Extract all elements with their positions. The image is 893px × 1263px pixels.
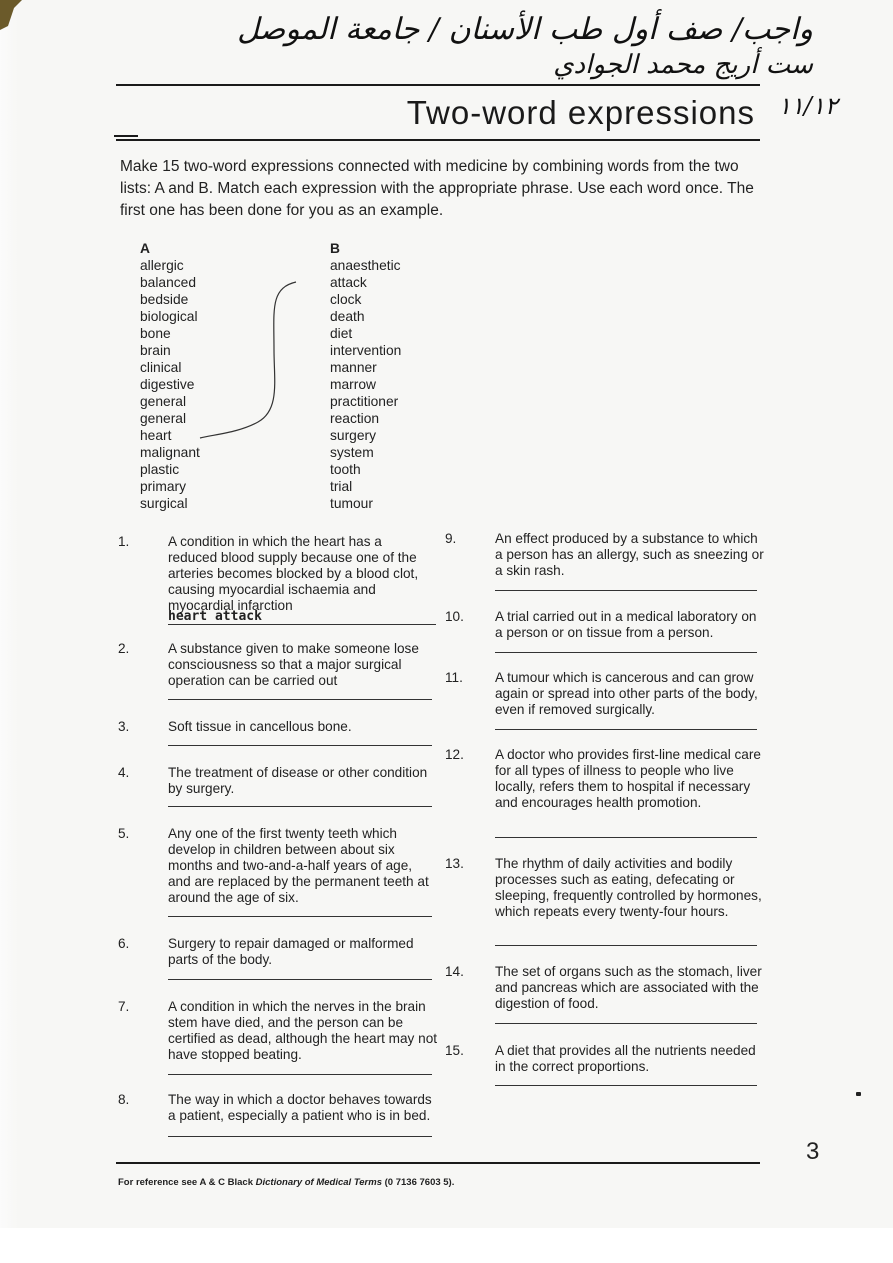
reference-prefix: For reference see A & C Black	[118, 1177, 256, 1188]
answer-line[interactable]	[168, 806, 432, 807]
list-b-word: intervention	[330, 343, 402, 358]
answer-line[interactable]	[168, 1074, 432, 1075]
list-a-word: primary	[140, 479, 186, 494]
list-b-word: clock	[330, 292, 362, 307]
list-a-word: surgical	[140, 496, 188, 511]
list-b-word: diet	[330, 326, 353, 341]
question-text: Surgery to repair damaged or malformed parts of the body.	[168, 936, 414, 967]
list-a-word: bone	[140, 326, 171, 341]
answer-line[interactable]	[168, 624, 436, 625]
question-number: 14.	[445, 964, 464, 979]
list-b-heading: B	[330, 241, 340, 256]
question-number: 3.	[118, 719, 130, 734]
bottom-rule	[116, 1162, 760, 1164]
answer-text: heart attack	[168, 609, 262, 624]
list-a-word: plastic	[140, 462, 180, 477]
page-title: Two-word expressions	[406, 94, 755, 131]
torn-corner	[0, 0, 30, 30]
list-a-word: bedside	[140, 292, 189, 307]
handwritten-name: ست أريج محمد الجوادي	[553, 50, 813, 80]
answer-line[interactable]	[168, 916, 432, 917]
list-a-heading: A	[140, 241, 150, 256]
list-a-word: general	[140, 394, 187, 409]
list-b-word: manner	[330, 360, 377, 375]
question-text: Soft tissue in cancellous bone.	[168, 719, 352, 734]
question-text: The treatment of disease or other condition by surgery.	[168, 765, 428, 796]
answer-line[interactable]	[168, 699, 432, 700]
answer-line[interactable]	[495, 1023, 757, 1024]
question-text: A condition in which the nerves in the brain stem have died, and the person can be certified as dead, although the heart may not have stopped beating.	[168, 999, 438, 1062]
question-number: 7.	[118, 999, 130, 1014]
list-a-word: general	[140, 411, 187, 426]
page-edge	[0, 0, 18, 1228]
answer-line[interactable]	[495, 729, 757, 730]
question-text: A diet that provides all the nutrients needed in the correct proportions.	[495, 1043, 756, 1074]
handwritten-header: واجب/ صف أول طب الأسنان / جامعة الموصل	[237, 12, 813, 47]
answer-line[interactable]	[495, 590, 757, 591]
answer-line[interactable]	[495, 652, 757, 653]
scan-speck	[856, 1092, 861, 1096]
list-b-word: system	[330, 445, 374, 460]
reference-book-title: Dictionary of Medical Terms	[255, 1177, 382, 1188]
list-b-word: trial	[330, 479, 353, 494]
top-rule	[116, 84, 760, 86]
question-text: A trial carried out in a medical laboratory on a person or on tissue from a person.	[495, 609, 757, 640]
scribble-mark	[114, 135, 138, 137]
question-number: 13.	[445, 856, 464, 871]
handwritten-date: ١١/١٢	[778, 92, 838, 120]
question-text: A doctor who provides first-line medical care for all types of illness to people who live locally, refers them to hospital if necessary and encourages health promotion.	[495, 747, 761, 810]
question-number: 11.	[445, 670, 463, 685]
list-a-word: heart	[140, 428, 172, 443]
answer-line[interactable]	[168, 745, 432, 746]
list-b-word: tooth	[330, 462, 361, 477]
question-number: 15.	[445, 1043, 464, 1058]
answer-line[interactable]	[168, 979, 432, 980]
question-text: A substance given to make someone lose consciousness so that a major surgical operation can be carried out	[168, 641, 419, 688]
question-number: 9.	[445, 531, 457, 546]
question-text: A condition in which the heart has a reduced blood supply because one of the arteries becomes blocked by a blood clot, causing myocardial ischaemia and myocardial infarction	[168, 534, 419, 613]
question-number: 5.	[118, 826, 130, 841]
list-b-word: marrow	[330, 377, 376, 392]
list-b-word: death	[330, 309, 365, 324]
question-number: 6.	[118, 936, 130, 951]
question-text: The rhythm of daily activities and bodily processes such as eating, defecating or sleeping, frequently controlled by hormones, which repeats every twenty-four hours.	[495, 856, 762, 919]
list-b-word: reaction	[330, 411, 380, 426]
question-text: The set of organs such as the stomach, liver and pancreas which are associated with the digestion of food.	[495, 964, 762, 1011]
list-b-word: tumour	[330, 496, 373, 511]
answer-line[interactable]	[495, 837, 757, 838]
question-text: A tumour which is cancerous and can grow again or spread into other parts of the body, even if removed surgically.	[495, 670, 758, 717]
question-number: 4.	[118, 765, 130, 780]
question-number: 2.	[118, 641, 130, 656]
answer-line[interactable]	[495, 945, 757, 946]
instructions: Make 15 two-word expressions connected with medicine by combining words from the two lists: A and B. Match each expression with the appropriate phrase. Use each word once. The first one has been done for you as an example.	[120, 158, 754, 219]
question-number: 12.	[445, 747, 464, 762]
answer-line[interactable]	[495, 1085, 757, 1086]
question-number: 10.	[445, 609, 464, 624]
list-a-word: biological	[140, 309, 198, 324]
list-b-word: surgery	[330, 428, 377, 443]
question-text: An effect produced by a substance to which a person has an allergy, such as sneezing or a skin rash.	[495, 531, 764, 578]
list-a-word: malignant	[140, 445, 200, 460]
list-a-word: allergic	[140, 258, 184, 273]
example-connector-line	[190, 270, 350, 450]
answer-line[interactable]	[168, 1136, 432, 1137]
list-b-word: attack	[330, 275, 367, 290]
list-a-word: digestive	[140, 377, 195, 392]
scan-margin	[0, 1228, 893, 1263]
question-text: The way in which a doctor behaves towards a patient, especially a patient who is in bed.	[168, 1092, 432, 1123]
question-text: Any one of the first twenty teeth which develop in children between about six months and two-and-a-half years of age, and are replaced by the permanent teeth at around the age of six.	[168, 826, 429, 905]
list-b-word: anaesthetic	[330, 258, 401, 273]
question-number: 8.	[118, 1092, 130, 1107]
list-b-word: practitioner	[330, 394, 399, 409]
list-a-word: balanced	[140, 275, 197, 290]
reference-note	[118, 1177, 454, 1188]
list-a-word: clinical	[140, 360, 182, 375]
page-number: 3	[806, 1138, 820, 1165]
question-number: 1.	[118, 534, 130, 549]
list-a-word: brain	[140, 343, 171, 358]
title-rule	[116, 139, 760, 141]
reference-suffix: (0 7136 7603 5).	[382, 1177, 455, 1188]
